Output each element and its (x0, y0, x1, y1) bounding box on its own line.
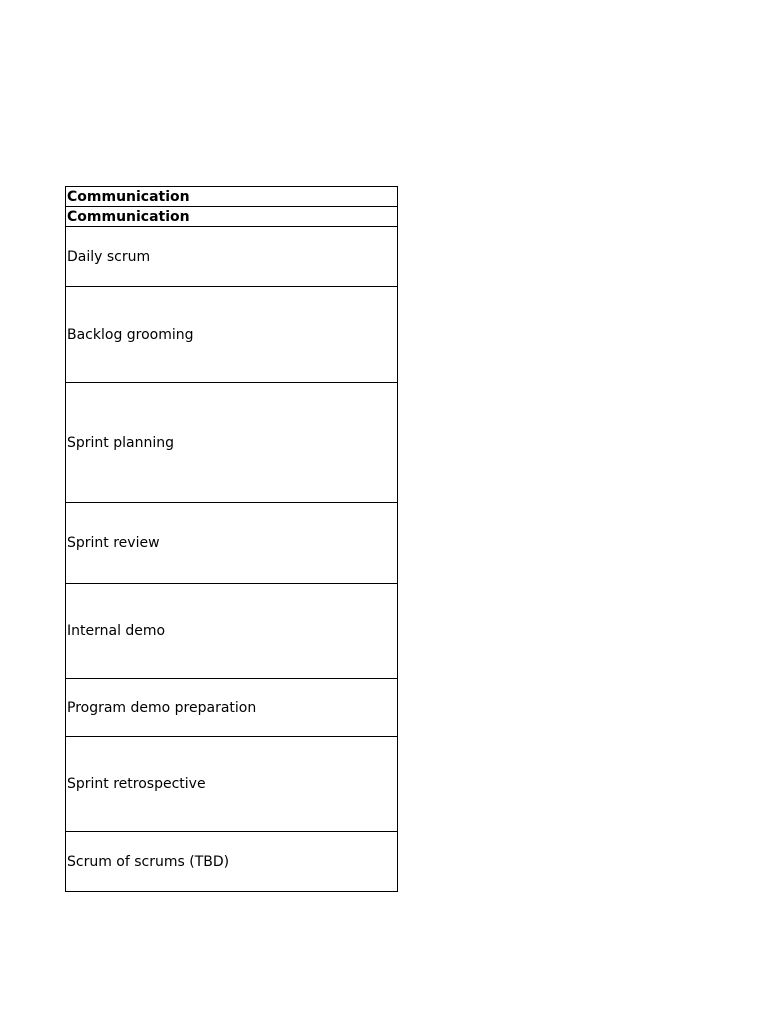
table-row (66, 383, 398, 503)
table-row (66, 503, 398, 584)
table-row (66, 287, 398, 383)
table-cell[interactable]: Internal demo (66, 584, 398, 679)
header-cell[interactable]: Communication (66, 187, 398, 207)
table-cell[interactable]: Program demo preparation (66, 679, 398, 737)
table-row (66, 679, 398, 737)
table-row (66, 832, 398, 892)
table-cell[interactable]: Sprint review (66, 503, 398, 584)
header-cell[interactable]: Communication (66, 207, 398, 227)
table-cell[interactable]: Daily scrum (66, 227, 398, 287)
table-row (66, 227, 398, 287)
table-cell[interactable]: Sprint retrospective (66, 737, 398, 832)
table-cell[interactable]: Backlog grooming (66, 287, 398, 383)
table-cell[interactable]: Sprint planning (66, 383, 398, 503)
table-header-row (66, 207, 398, 227)
table-cell[interactable]: Scrum of scrums (TBD) (66, 832, 398, 892)
table-row (66, 737, 398, 832)
table-row (66, 584, 398, 679)
table-header-row (66, 187, 398, 207)
communication-table (65, 186, 398, 892)
